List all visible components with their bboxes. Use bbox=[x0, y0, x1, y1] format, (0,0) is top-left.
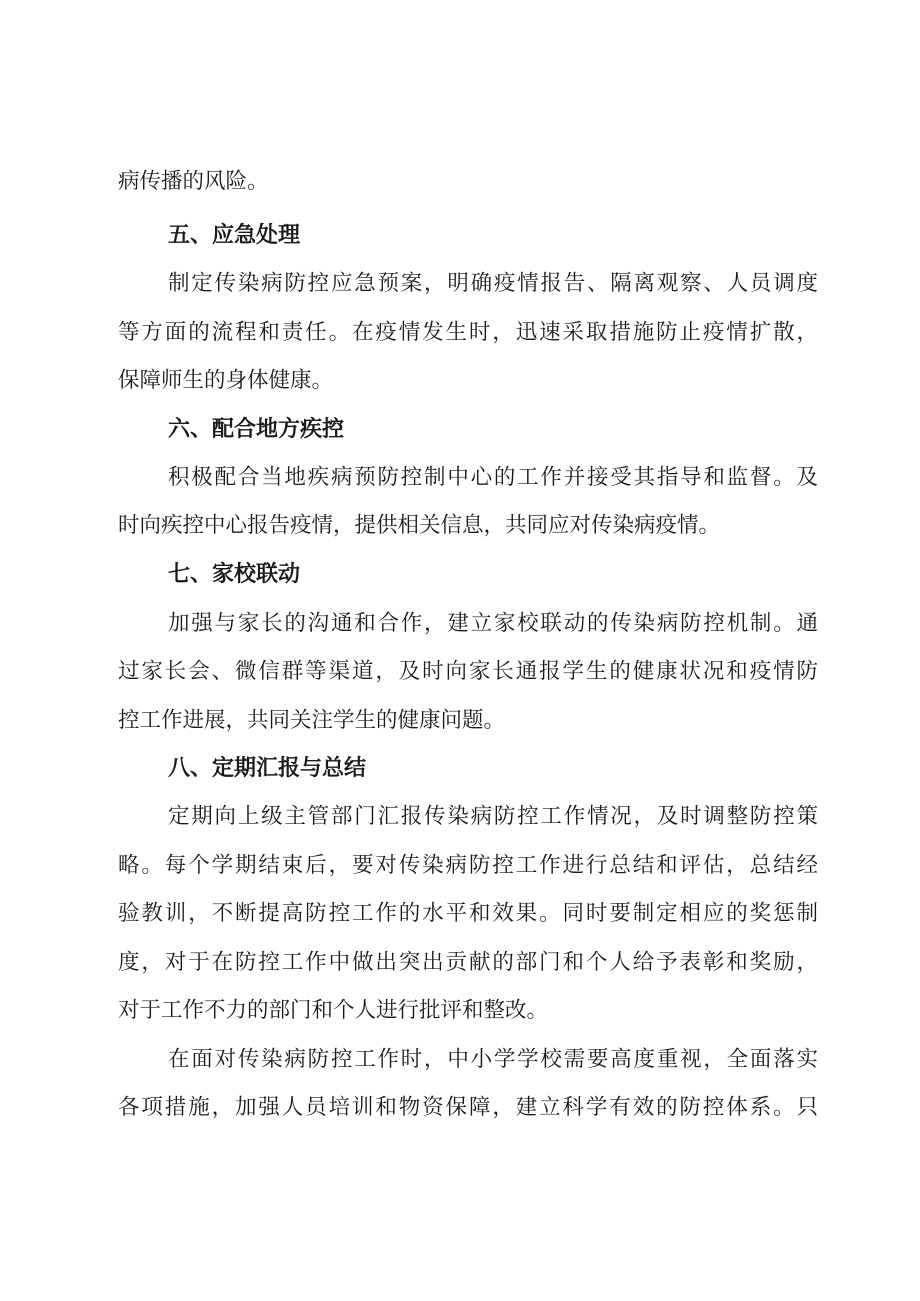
section-heading-emergency: 五、应急处理 bbox=[168, 223, 301, 248]
paragraph-line: 制定传染病防控应急预案，明确疫情报告、隔离观察、人员调度 bbox=[168, 271, 818, 296]
section-heading-report-summary: 八、定期汇报与总结 bbox=[168, 756, 367, 781]
conclusion-line: 各项措施，加强人员培训和物资保障，建立科学有效的防控体系。只 bbox=[118, 1095, 818, 1120]
paragraph-line: 定期向上级主管部门汇报传染病防控工作情况，及时调整防控策 bbox=[168, 804, 818, 829]
paragraph-line: 积极配合当地疾病预防控制中心的工作并接受其指导和监督。及 bbox=[168, 465, 818, 490]
conclusion-line: 在面对传染病防控工作时，中小学学校需要高度重视，全面落实 bbox=[168, 1047, 818, 1072]
paragraph-line: 控工作进展，共同关注学生的健康问题。 bbox=[118, 708, 506, 733]
paragraph-line: 略。每个学期结束后，要对传染病防控工作进行总结和评估，总结经 bbox=[118, 853, 818, 878]
section-heading-local-cdc: 六、配合地方疾控 bbox=[168, 417, 345, 442]
paragraph-line: 过家长会、微信群等渠道，及时向家长通报学生的健康状况和疫情防 bbox=[118, 659, 818, 684]
paragraph-line: 度，对于在防控工作中做出突出贡献的部门和个人给予表彰和奖励， bbox=[118, 950, 818, 975]
intro-tail-line: 病传播的风险。 bbox=[118, 169, 269, 194]
paragraph-line: 对于工作不力的部门和个人进行批评和整改。 bbox=[118, 998, 549, 1023]
paragraph-line: 时向疾控中心报告疫情，提供相关信息，共同应对传染病疫情。 bbox=[118, 513, 721, 538]
paragraph-line: 加强与家长的沟通和合作，建立家校联动的传染病防控机制。通 bbox=[168, 611, 818, 636]
paragraph-line: 保障师生的身体健康。 bbox=[118, 368, 334, 393]
paragraph-line: 验教训，不断提高防控工作的水平和效果。同时要制定相应的奖惩制 bbox=[118, 901, 818, 926]
paragraph-line: 等方面的流程和责任。在疫情发生时，迅速采取措施防止疫情扩散， bbox=[118, 320, 818, 345]
section-heading-home-school: 七、家校联动 bbox=[168, 562, 301, 587]
